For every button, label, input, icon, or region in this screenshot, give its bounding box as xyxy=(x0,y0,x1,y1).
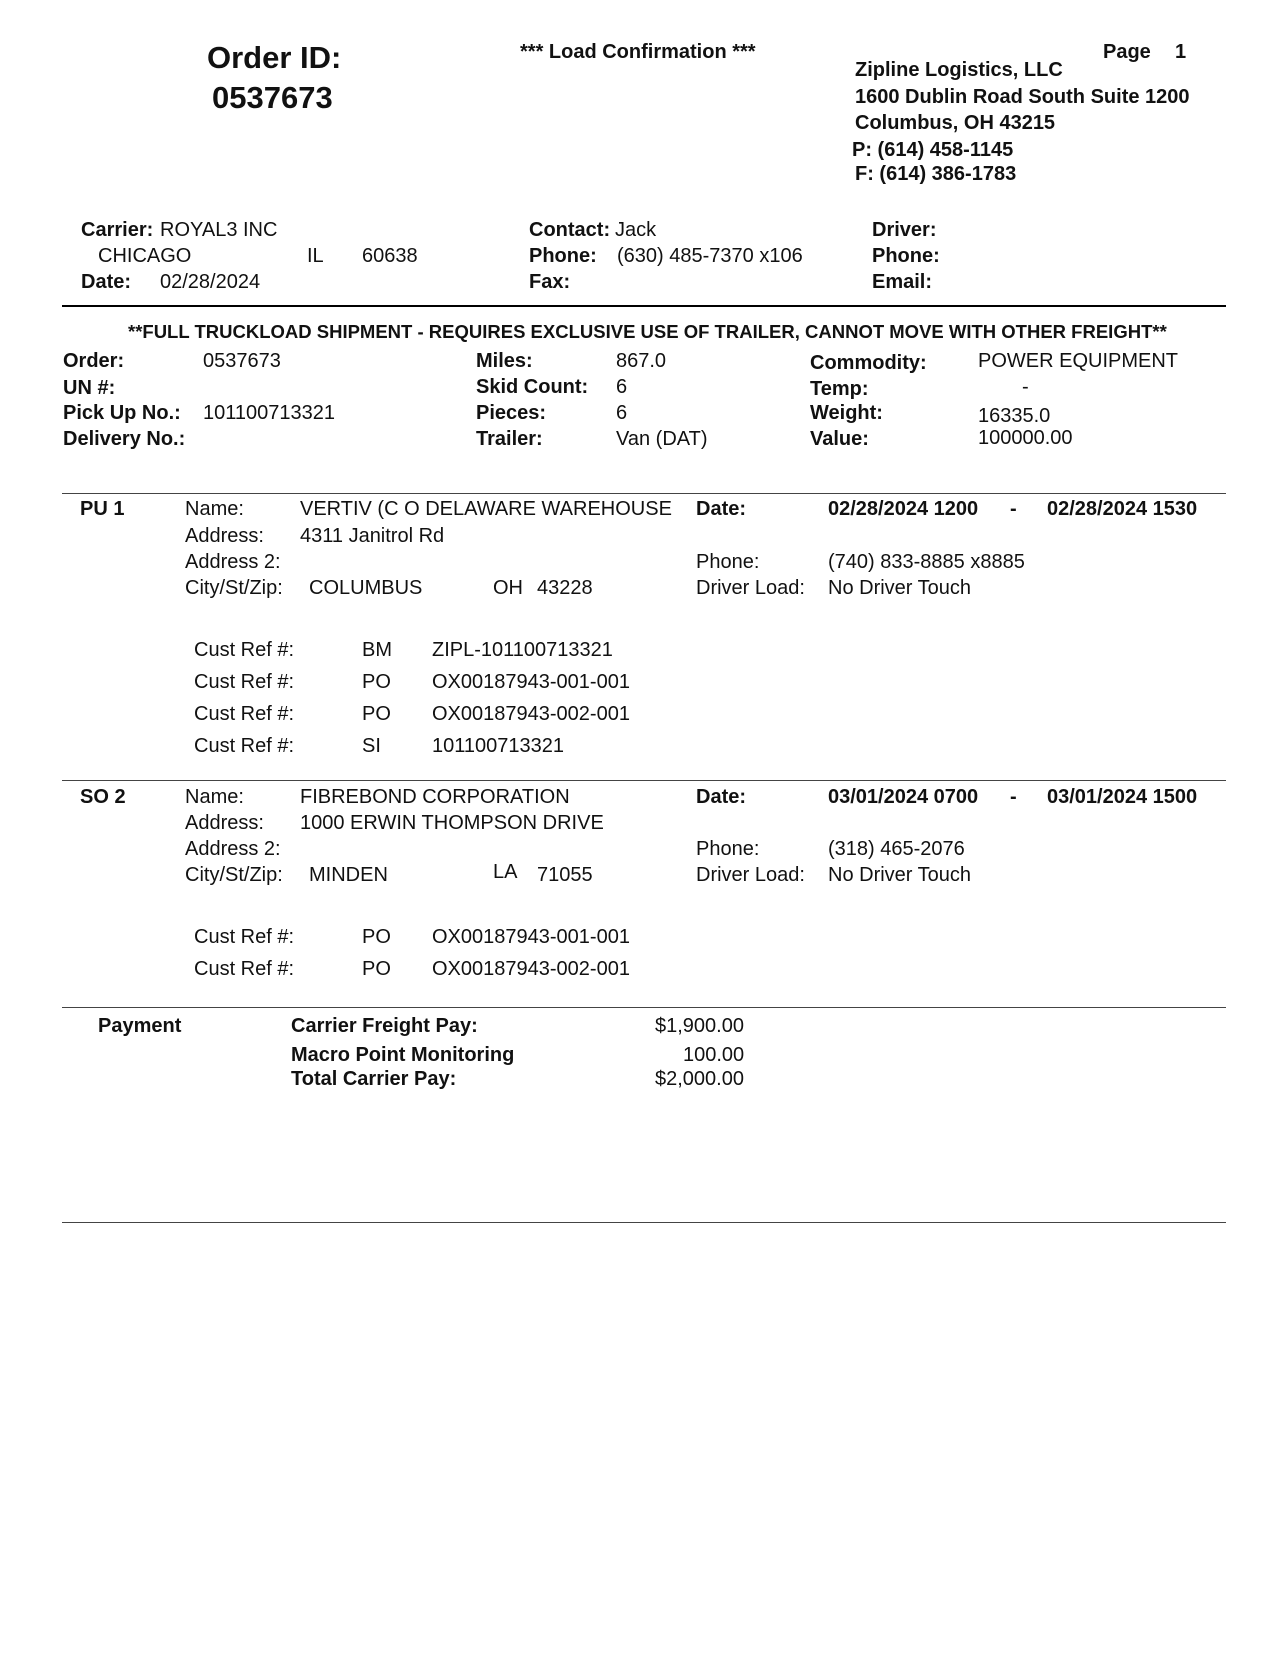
order-id-label: Order ID: xyxy=(207,40,342,75)
address2-label: Address 2: xyxy=(185,551,281,573)
company-name: Zipline Logistics, LLC xyxy=(855,59,1063,81)
stop-2-name: FIBREBOND CORPORATION xyxy=(300,786,570,808)
order-label: Order: xyxy=(63,350,125,372)
stop-1-name: VERTIV (C O DELAWARE WAREHOUSE xyxy=(300,498,672,520)
contact-phone-label: Phone: xyxy=(529,245,597,267)
phone-label: Phone: xyxy=(696,551,760,573)
cust-ref-label: Cust Ref #: xyxy=(194,926,295,948)
driver-load-label: Driver Load: xyxy=(696,577,805,599)
stop-2-city: MINDEN xyxy=(309,864,388,886)
temp-value: - xyxy=(1022,376,1029,398)
shipment-notice: **FULL TRUCKLOAD SHIPMENT - REQUIRES EXCLUSIVE USE OF TRAILER, CANNOT MOVE WITH OTHER FREIGHT** xyxy=(128,321,1167,342)
city-st-zip-label: City/St/Zip: xyxy=(185,577,283,599)
cust-ref-value: OX00187943-002-001 xyxy=(432,958,630,980)
temp-label: Temp: xyxy=(810,378,869,400)
freight-pay-value: $1,900.00 xyxy=(655,1015,744,1037)
miles-label: Miles: xyxy=(476,350,533,372)
cust-ref-type: PO xyxy=(362,703,391,725)
cust-ref-label: Cust Ref #: xyxy=(194,703,295,725)
total-pay-label: Total Carrier Pay: xyxy=(291,1068,457,1090)
stop-1-address: 4311 Janitrol Rd xyxy=(300,525,445,547)
carrier-name: ROYAL3 INC xyxy=(160,219,278,241)
stop-2-address: 1000 ERWIN THOMPSON DRIVE xyxy=(300,812,604,834)
total-pay-value: $2,000.00 xyxy=(655,1068,744,1090)
city-st-zip-label: City/St/Zip: xyxy=(185,864,283,886)
stop-1-code: PU 1 xyxy=(80,498,125,520)
carrier-label: Carrier: xyxy=(81,219,154,241)
un-label: UN #: xyxy=(63,377,116,399)
stop-2-driver-load: No Driver Touch xyxy=(828,864,972,886)
cust-ref-type: SI xyxy=(362,735,381,757)
carrier-date: 02/28/2024 xyxy=(160,271,261,293)
weight-label: Weight: xyxy=(810,402,883,424)
trailer-value: Van (DAT) xyxy=(616,428,708,450)
payment-label: Payment xyxy=(98,1015,182,1037)
date-label: Date: xyxy=(696,786,747,808)
stop-1-date-to: 02/28/2024 1530 xyxy=(1047,498,1198,520)
commodity-value: POWER EQUIPMENT xyxy=(978,350,1179,372)
cust-ref-type: PO xyxy=(362,958,391,980)
stop-2-state: LA xyxy=(493,861,518,883)
skid-label: Skid Count: xyxy=(476,376,589,398)
cust-ref-type: PO xyxy=(362,926,391,948)
contact-name: Jack xyxy=(615,219,657,241)
cust-ref-value: OX00187943-001-001 xyxy=(432,671,630,693)
contact-fax-label: Fax: xyxy=(529,271,571,293)
name-label: Name: xyxy=(185,498,244,520)
driver-load-label: Driver Load: xyxy=(696,864,805,886)
cust-ref-value: ZIPL-101100713321 xyxy=(432,639,613,661)
commodity-label: Commodity: xyxy=(810,352,927,374)
carrier-city: CHICAGO xyxy=(98,245,192,267)
cust-ref-type: PO xyxy=(362,671,391,693)
stop-2-date-to: 03/01/2024 1500 xyxy=(1047,786,1198,808)
driver-label: Driver: xyxy=(872,219,937,241)
stop-1-driver-load: No Driver Touch xyxy=(828,577,972,599)
date-dash: - xyxy=(1010,786,1017,808)
carrier-date-label: Date: xyxy=(81,271,132,293)
pieces-label: Pieces: xyxy=(476,402,547,424)
trailer-label: Trailer: xyxy=(476,428,543,450)
cust-ref-value: 101100713321 xyxy=(432,735,564,757)
order-value: 0537673 xyxy=(203,350,281,372)
carrier-state: IL xyxy=(307,245,324,267)
pickup-no-value: 101100713321 xyxy=(203,402,335,424)
value-value: 100000.00 xyxy=(978,427,1073,449)
stop-2-phone: (318) 465-2076 xyxy=(828,838,965,860)
delivery-no-label: Delivery No.: xyxy=(63,428,186,450)
company-city: Columbus, OH 43215 xyxy=(855,112,1056,134)
stop-2-zip: 71055 xyxy=(537,864,593,886)
company-fax: F: (614) 386-1783 xyxy=(855,163,1017,185)
stop-1-state: OH xyxy=(493,577,523,599)
company-phone: P: (614) 458-1145 xyxy=(852,139,1014,161)
phone-label: Phone: xyxy=(696,838,760,860)
stop-2-code: SO 2 xyxy=(80,786,126,808)
divider xyxy=(62,1222,1226,1223)
stop-1-zip: 43228 xyxy=(537,577,593,599)
cust-ref-value: OX00187943-002-001 xyxy=(432,703,630,725)
stop-2-date-from: 03/01/2024 0700 xyxy=(828,786,979,808)
miles-value: 867.0 xyxy=(616,350,667,372)
date-label: Date: xyxy=(696,498,747,520)
date-dash: - xyxy=(1010,498,1017,520)
cust-ref-label: Cust Ref #: xyxy=(194,671,295,693)
macro-point-value: 100.00 xyxy=(683,1044,745,1066)
divider xyxy=(62,305,1226,307)
name-label: Name: xyxy=(185,786,244,808)
freight-pay-label: Carrier Freight Pay: xyxy=(291,1015,478,1037)
pickup-no-label: Pick Up No.: xyxy=(63,402,181,424)
stop-1-date-from: 02/28/2024 1200 xyxy=(828,498,979,520)
weight-value: 16335.0 xyxy=(978,405,1051,427)
order-id-value: 0537673 xyxy=(212,80,333,115)
macro-point-label: Macro Point Monitoring xyxy=(291,1044,515,1066)
document-title: *** Load Confirmation *** xyxy=(520,41,756,63)
cust-ref-label: Cust Ref #: xyxy=(194,958,295,980)
stop-1-phone: (740) 833-8885 x8885 xyxy=(828,551,1025,573)
divider xyxy=(62,780,1226,781)
address-label: Address: xyxy=(185,525,264,547)
cust-ref-value: OX00187943-001-001 xyxy=(432,926,630,948)
stop-1-city: COLUMBUS xyxy=(309,577,423,599)
contact-phone: (630) 485-7370 x106 xyxy=(617,245,803,267)
address2-label: Address 2: xyxy=(185,838,281,860)
driver-phone-label: Phone: xyxy=(872,245,940,267)
divider xyxy=(62,1007,1226,1008)
company-address: 1600 Dublin Road South Suite 1200 xyxy=(855,86,1190,108)
carrier-zip: 60638 xyxy=(362,245,418,267)
page-number: 1 xyxy=(1175,41,1187,63)
value-label: Value: xyxy=(810,428,869,450)
cust-ref-type: BM xyxy=(362,639,392,661)
driver-email-label: Email: xyxy=(872,271,933,293)
cust-ref-label: Cust Ref #: xyxy=(194,639,295,661)
pieces-value: 6 xyxy=(616,402,628,424)
skid-value: 6 xyxy=(616,376,628,398)
cust-ref-label: Cust Ref #: xyxy=(194,735,295,757)
page-label: Page xyxy=(1103,41,1151,63)
divider xyxy=(62,493,1226,494)
contact-label: Contact: xyxy=(529,219,611,241)
address-label: Address: xyxy=(185,812,264,834)
